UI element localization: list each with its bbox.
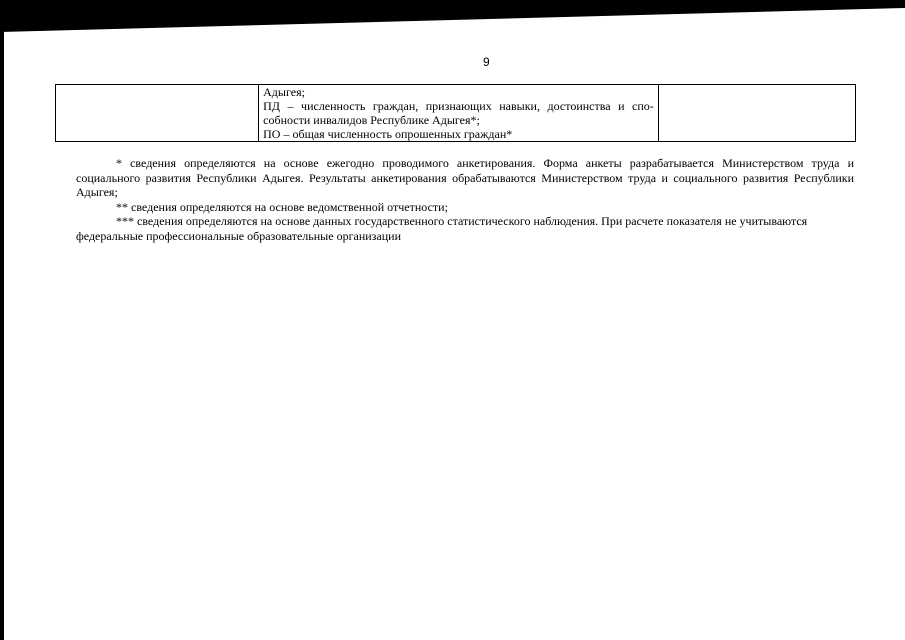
footnote-1: * сведения определяются на основе ежегодно проводимого анкетирования. Форма анкеты разрабатывается Министерством труда и социального развития Республики Адыгея. Результаты анкетирования обрабатываются Министерством труда и социального развития Республики Адыгея; [76,156,854,199]
table-cell-middle [259,85,659,142]
scan-border-left [0,0,4,640]
cell-line: ПД – численность граждан, признающих навыки, достоинства и спо- [263,99,654,113]
cell-line: ПО – общая численность опрошенных граждан* [263,127,513,141]
footnote-3: *** сведения определяются на основе данных государственного статистического наблюдения. При расчете показателя не учитываются федеральные профессиональные образовательные организации [76,214,808,243]
cell-line: собности инвалидов Республике Адыгея*; [263,113,480,127]
table-row [56,85,856,142]
page-number: 9 [483,55,490,69]
cell-line: Адыгея; [263,85,305,99]
table-cell-left [56,85,259,142]
footnotes [76,156,854,243]
scan-border-top [0,0,905,32]
table-cell-right [658,85,855,142]
footnote-2: ** сведения определяются на основе ведомственной отчетности; [116,199,448,214]
indicator-table [55,84,856,142]
